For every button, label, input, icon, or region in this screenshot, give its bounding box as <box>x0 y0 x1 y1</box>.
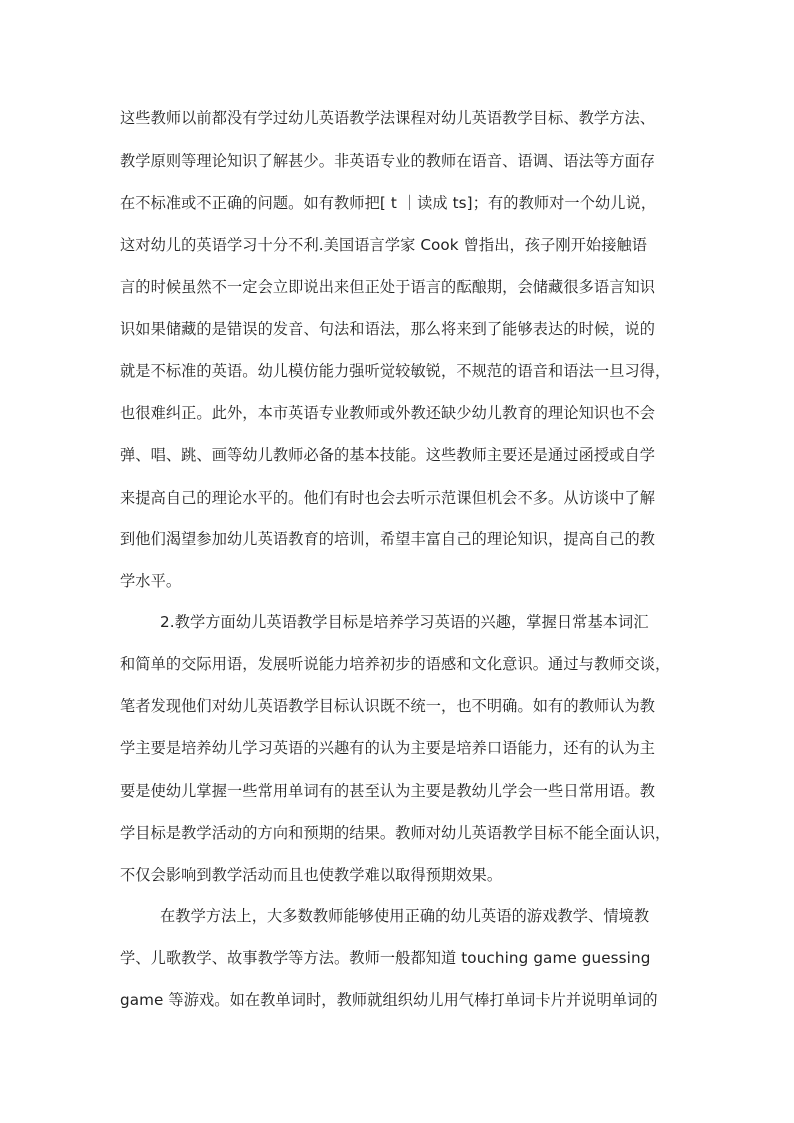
paragraph-line: 教学原则等理论知识了解甚少。非英语专业的教师在语音、语调、语法等方面存 <box>120 152 656 170</box>
paragraph-line: 识如果储藏的是错误的发音、句法和语法，那么将来到了能够表达的时候，说的 <box>120 320 656 338</box>
paragraph-line: 学、儿歌教学、故事教学等方法。教师一般都知道 touching game guessing <box>120 949 651 967</box>
paragraph-line: 也很难纠正。此外，本市英语专业教师或外教还缺少幼儿教育的理论知识也不会 <box>120 404 656 422</box>
paragraph-line: 在不标准或不正确的问题。如有教师把[ t ｜读成 ts]；有的教师对一个幼儿说， <box>120 194 657 212</box>
paragraph-line: 2.教学方面幼儿英语教学目标是培养学习英语的兴趣，掌握日常基本词汇 <box>160 613 649 631</box>
paragraph-line: 学目标是教学活动的方向和预期的结果。教师对幼儿英语教学目标不能全面认识， <box>120 824 671 842</box>
paragraph-line: 在教学方法上，大多数教师能够使用正确的幼儿英语的游戏教学、情境教 <box>160 907 650 925</box>
paragraph-line: 到他们渴望参加幼儿英语教育的培训，希望丰富自己的理论知识，提高自己的教 <box>120 530 656 548</box>
paragraph-line: 来提高自己的理论水平的。他们有时也会去听示范课但机会不多。从访谈中了解 <box>120 489 656 507</box>
paragraph-line: 弹、唱、跳、画等幼儿教师必备的基本技能。这些教师主要还是通过函授或自学 <box>120 446 656 464</box>
paragraph-line: 言的时候虽然不一定会立即说出来但正处于语言的酝酿期，会储藏很多语言知识 <box>120 278 656 296</box>
paragraph-line: 和简单的交际用语，发展听说能力培养初步的语感和文化意识。通过与教师交谈， <box>120 655 671 673</box>
paragraph-line: 要是使幼儿掌握一些常用单词有的甚至认为主要是教幼儿学会一些日常用语。教 <box>120 782 656 800</box>
paragraph-line: 这对幼儿的英语学习十分不利.美国语言学家 Cook 曾指出，孩子刚开始接触语 <box>120 236 648 254</box>
paragraph-line: 学水平。 <box>120 572 182 590</box>
paragraph-line: 学主要是培养幼儿学习英语的兴趣有的认为主要是培养口语能力，还有的认为主 <box>120 739 656 757</box>
paragraph-line: game 等游戏。如在教单词时，教师就组织幼儿用气棒打单词卡片并说明单词的 <box>120 991 658 1009</box>
paragraph-line: 就是不标准的英语。幼儿模仿能力强听觉较敏锐，不规范的语音和语法一旦习得， <box>120 362 671 380</box>
paragraph-line: 不仅会影响到教学活动而且也使教学难以取得预期效果。 <box>120 866 503 884</box>
paragraph-line: 笔者发现他们对幼儿英语教学目标认识既不统一，也不明确。如有的教师认为教 <box>120 697 656 715</box>
paragraph-line: 这些教师以前都没有学过幼儿英语教学法课程对幼儿英语教学目标、教学方法、 <box>120 109 656 127</box>
